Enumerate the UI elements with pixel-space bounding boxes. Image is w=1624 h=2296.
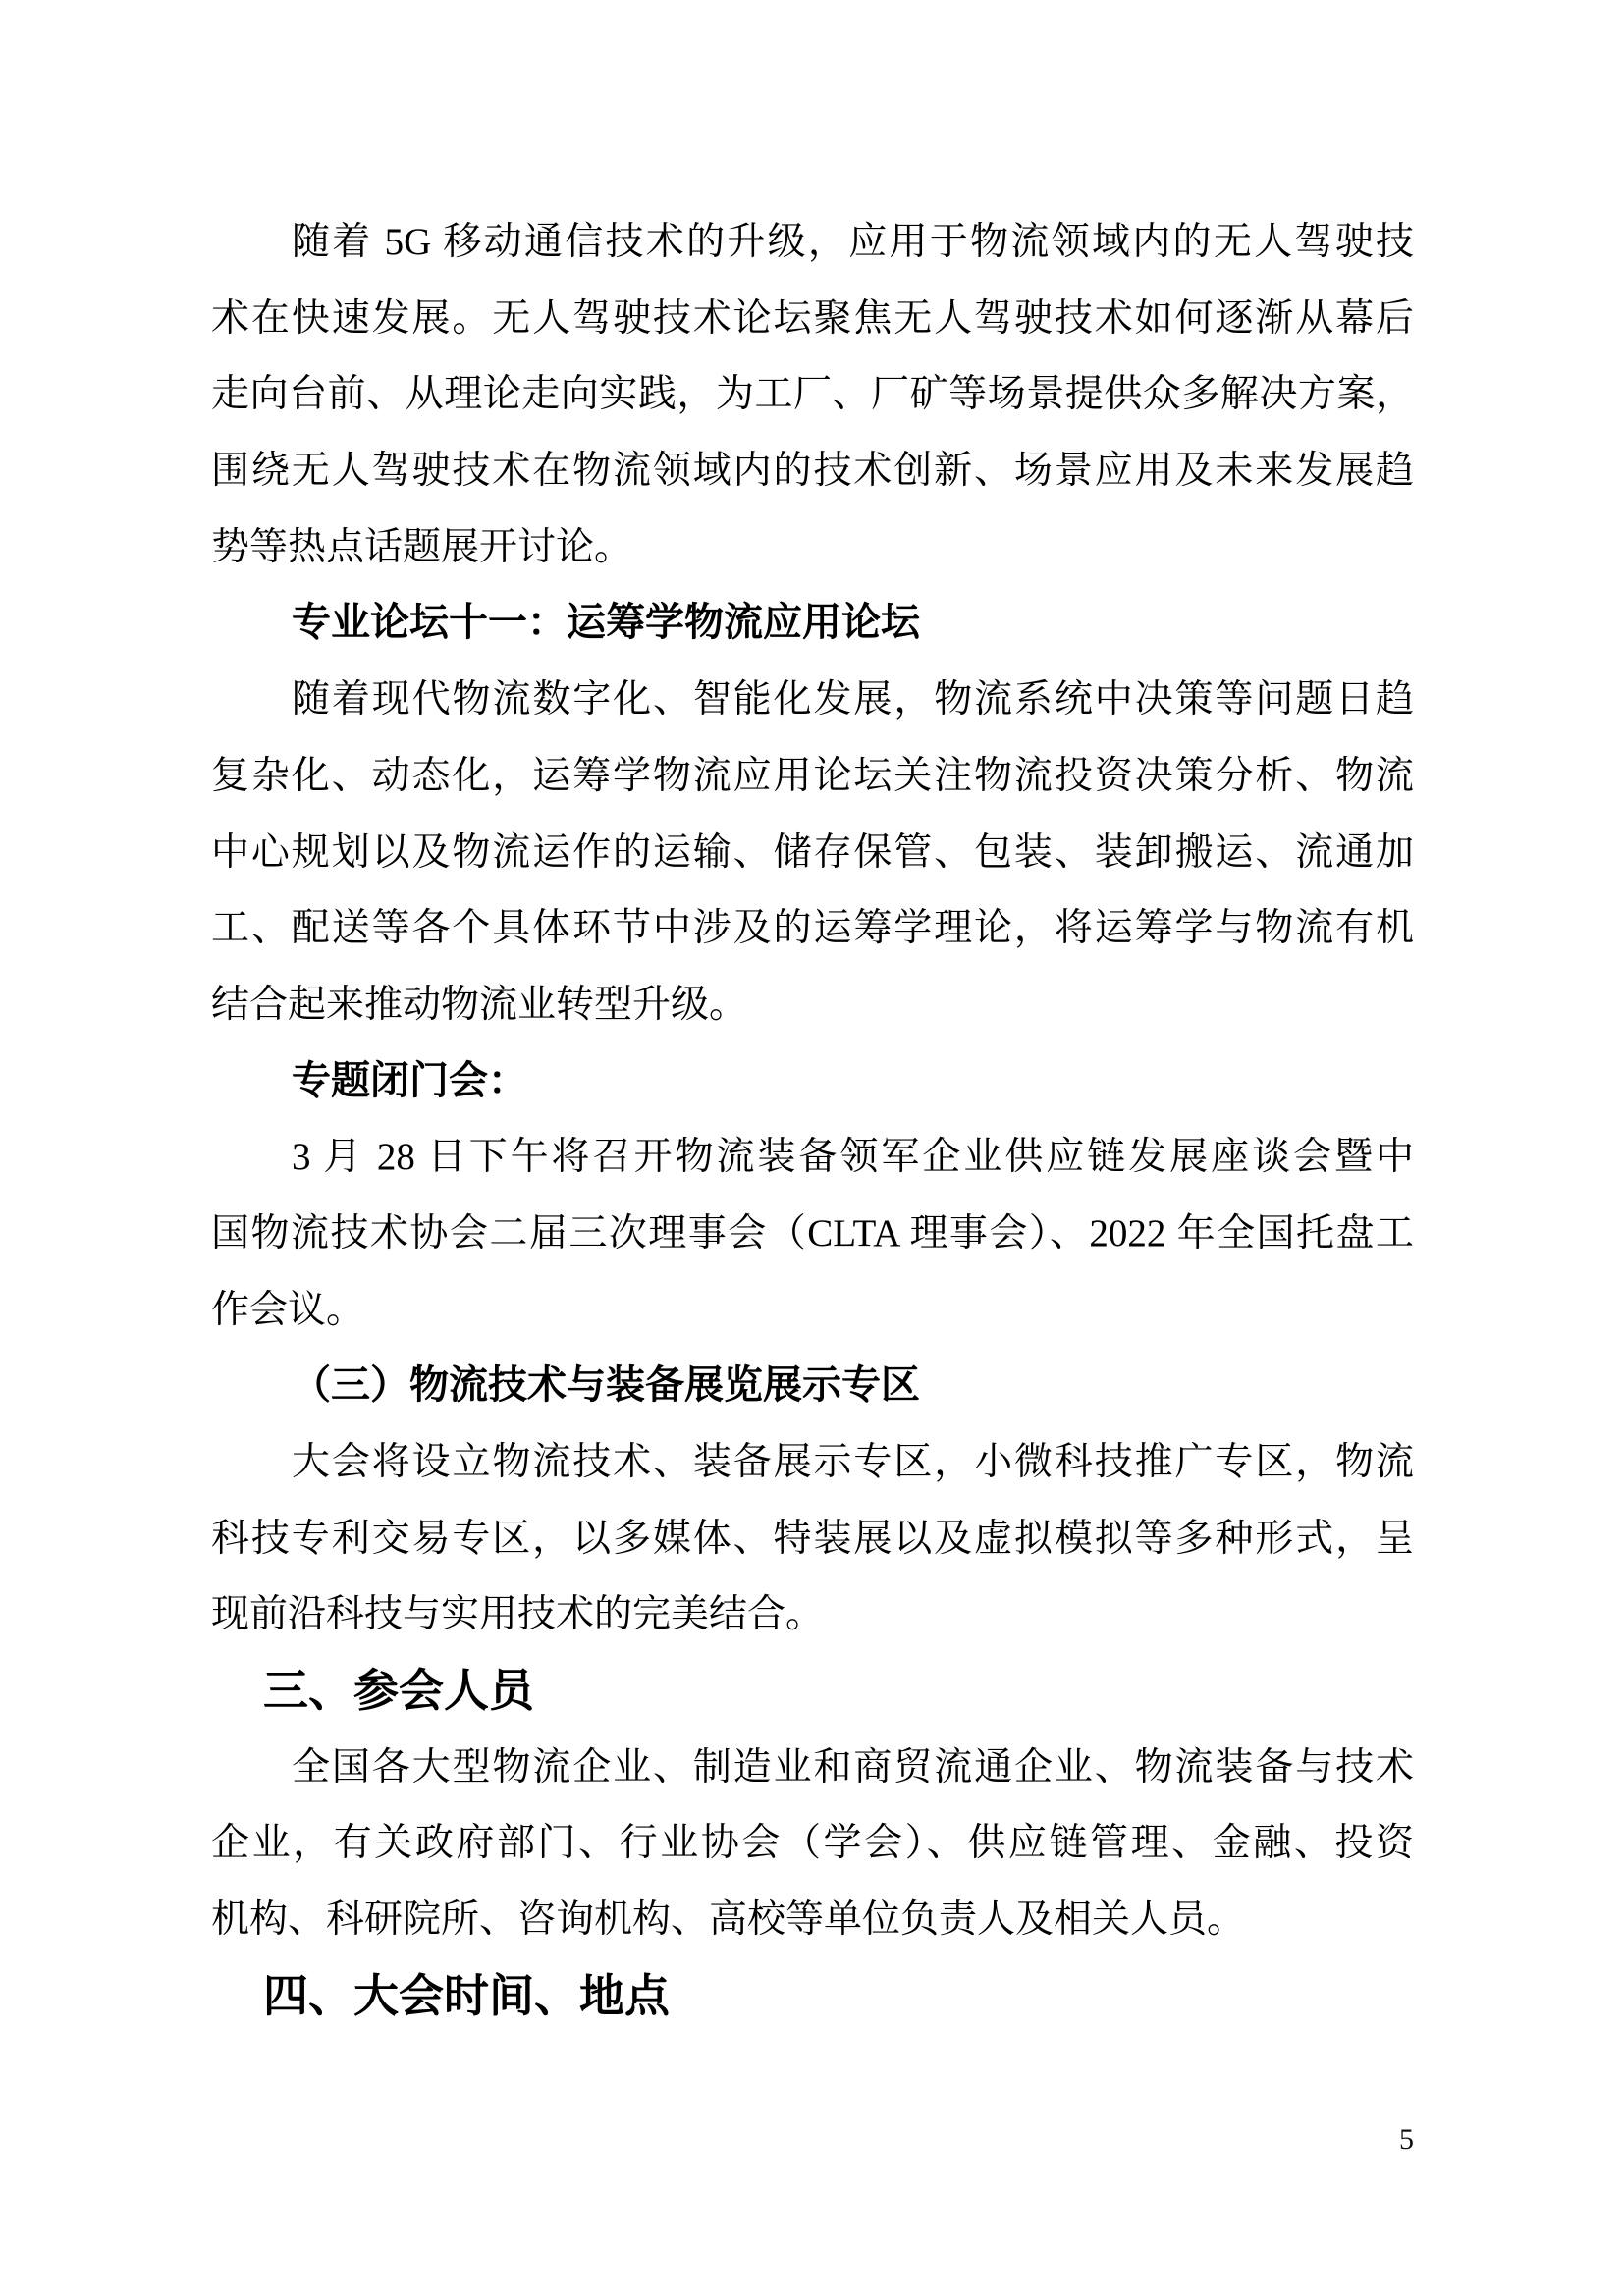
body-line: 作会议。 — [211, 1288, 365, 1331]
body-line: 企业，有关政府部门、行业协会（学会）、供应链管理、金融、投资 — [211, 1822, 1414, 1865]
body-line: 全国各大型物流企业、制造业和商贸流通企业、物流装备与技术 — [292, 1745, 1414, 1789]
body-line: 机构、科研院所、咨询机构、高校等单位负责人及相关人员。 — [211, 1898, 1246, 1942]
body-line: 随着现代物流数字化、智能化发展，物流系统中决策等问题日趋 — [292, 678, 1414, 721]
body-line: 结合起来推动物流业转型升级。 — [211, 983, 748, 1026]
body-line: 3 月 28 日下午将召开物流装备领军企业供应链发展座谈会暨中 — [292, 1136, 1414, 1179]
body-line: 复杂化、动态化，运筹学物流应用论坛关注物流投资决策分析、物流 — [211, 754, 1414, 797]
body-line: 走向台前、从理论走向实践，为工厂、厂矿等场景提供众多解决方案， — [211, 373, 1414, 416]
body-line: 现前沿科技与实用技术的完美结合。 — [211, 1593, 825, 1636]
body-line: 随着 5G 移动通信技术的升级，应用于物流领域内的无人驾驶技 — [292, 221, 1414, 263]
body-line: 国物流技术协会二届三次理事会（CLTA 理事会）、2022 年全国托盘工 — [211, 1211, 1414, 1255]
time-location-section-heading: 四、大会时间、地点 — [263, 1969, 670, 2021]
attendees-section-heading: 三、参会人员 — [263, 1665, 534, 1717]
text-body — [211, 204, 1414, 2035]
body-line: 大会将设立物流技术、装备展示专区，小微科技推广专区，物流 — [292, 1441, 1414, 1483]
section-3-subheading: （三）物流技术与装备展览展示专区 — [292, 1363, 920, 1408]
body-line: 术在快速发展。无人驾驶技术论坛聚焦无人驾驶技术如何逐渐从幕后 — [211, 296, 1414, 340]
page-number: 5 — [1399, 2123, 1414, 2156]
body-line: 中心规划以及物流运作的运输、储存保管、包装、装卸搬运、流通加 — [211, 830, 1414, 874]
body-line: 势等热点话题展开讨论。 — [211, 525, 633, 568]
body-line: 工、配送等各个具体环节中涉及的运筹学理论，将运筹学与物流有机 — [211, 907, 1414, 950]
body-line: 围绕无人驾驶技术在物流领域内的技术创新、场景应用及未来发展趋 — [211, 450, 1414, 493]
forum-11-subheading: 专业论坛十一：运筹学物流应用论坛 — [292, 601, 920, 645]
closed-door-subheading: 专题闭门会： — [292, 1058, 527, 1102]
body-line: 科技专利交易专区，以多媒体、特装展以及虚拟模拟等多种形式，呈 — [211, 1517, 1414, 1560]
